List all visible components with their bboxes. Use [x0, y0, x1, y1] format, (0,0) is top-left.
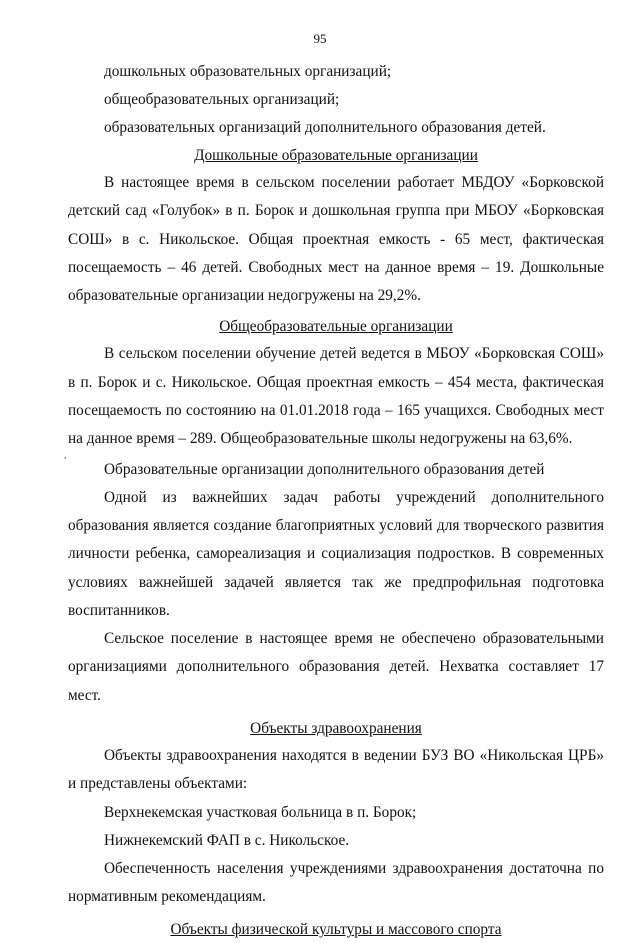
section-heading-general: Общеобразовательные организации: [219, 318, 453, 336]
section-heading-sport: Объекты физической культуры и массового спорта: [170, 921, 502, 939]
paragraph-health: Объекты здравоохранения находятся в ведении БУЗ ВО «Никольская ЦРБ» и представлены объектами:: [68, 747, 604, 793]
paragraph-general: В сельском поселении обучение детей ведется в МБОУ «Борковская СОШ» в п. Борок и с. Никольское. Общая проектная емкость – 454 места, фактическая посещаемость по состоянию на 01.01.2018 года – 165 учащихся. Свободных мест на данное время – 289. Общеобразовательные школы недогружены на 63,6%.: [68, 345, 604, 448]
paragraph-preschool: В настоящее время в сельском поселении работает МБДОУ «Борковской детский сад «Голубок» в п. Борок и дошкольная группа при МБОУ «Борковская СОШ» в с. Никольское. Общая проектная емкость - 65 мест, фактическая посещаемость – 46 детей. Свободных мест на данное время – 19. Дошкольные образовательные организации недогружены на 29,2%.: [68, 174, 604, 305]
paragraph-additional-1: Одной из важнейших задач работы учреждений дополнительного образования является создание благоприятных условий для творческого развития личности ребенка, самореализация и социализация подростков. В современных условиях важнейшей задачей является так же предпрофильная подготовка воспитанников.: [68, 488, 604, 619]
scan-mark: ,: [64, 450, 67, 461]
intro-list-item: дошкольных образовательных организаций;: [104, 63, 392, 80]
paragraph-additional-2: Сельское поселение в настоящее время не обеспечено образовательными организациями дополнительного образования детей. Нехватка составляет 17 мест.: [68, 630, 604, 704]
paragraph-health-2: Обеспеченность населения учреждениями здравоохранения достаточна по нормативным рекомендациям.: [68, 859, 604, 905]
intro-list-item: общеобразовательных организаций;: [104, 91, 340, 108]
section-heading-health: Объекты здравоохранения: [250, 720, 422, 738]
intro-list-item: образовательных организаций дополнительного образования детей.: [104, 119, 546, 136]
document-body: [68, 56, 604, 943]
health-facility-item: Нижнекемский ФАП в с. Никольское.: [104, 831, 350, 849]
section-heading-preschool: Дошкольные образовательные организации: [194, 147, 478, 164]
section-heading-additional: Образовательные организации дополнительного образования детей: [104, 460, 545, 478]
page-number: 95: [313, 31, 327, 46]
health-facility-item: Верхнекемская участковая больница в п. Борок;: [104, 803, 417, 821]
